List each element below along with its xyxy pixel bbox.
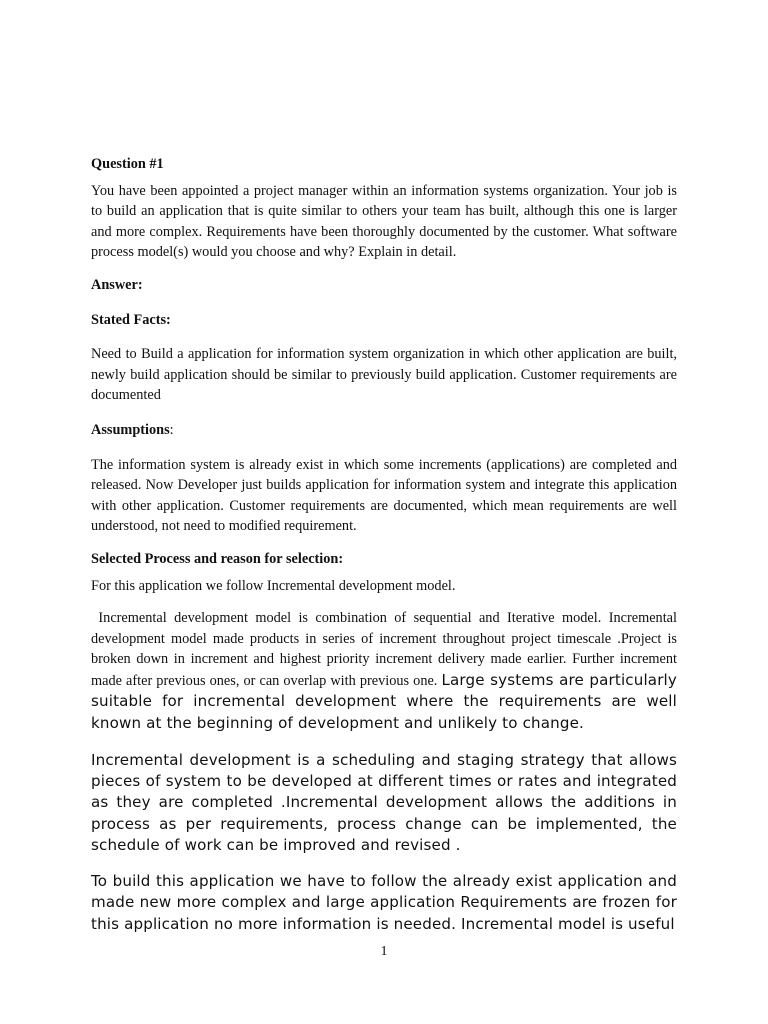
incremental-model-serif-text: Incremental development model is combination of sequential and Iterative model. Incremental development model made products in series of increment throughout project timescale .Project is broken down in increment and highest priority increment delivery made earlier. Further increment made after previous ones, or can overlap with previous one. [91,610,681,689]
assumptions-heading: Assumptions [91,421,170,438]
build-application-paragraph: To build this application we have to follow the already exist application and made new more complex and large application Requirements are frozen for this application no more information is needed. Incremental model is useful [91,872,677,933]
question-heading: Question #1 [91,156,164,172]
scheduling-strategy-paragraph: Incremental development is a scheduling and staging strategy that allows pieces of system to be developed at different times or rates and integrated as they are completed .Incremental development allows the additions in process as per requirements, process change can be implemented, the schedule of work can be improved and revised . [91,750,677,854]
page-number: 1 [380,944,388,959]
document-body [91,154,681,935]
assumptions-text: The information system is already exist in which some increments (applications) are completed and released. Now Developer just builds application for information system and integrate this application with other application. Customer requirements are documented, which mean requirements are well understood, not need to modified requirement. [91,456,677,535]
assumptions-heading-line [91,420,677,441]
answer-heading: Answer: [91,276,143,293]
question-text: You have been appointed a project manager within an information systems organization. Your job is to build an application that is quite similar to others your team has built, although this one is larger and more complex. Requirements have been thoroughly documented by the customer. What software process model(s) would you choose and why? Explain in detail. [91,182,677,261]
selected-process-intro: For this application we follow Incremental development model. [91,577,456,594]
stated-facts-heading: Stated Facts: [91,311,171,328]
stated-facts-text: Need to Build a application for information system organization in which other application are built, newly build application should be similar to previously build application. Customer requirements are documented [91,346,677,404]
assumptions-colon: : [169,421,174,438]
incremental-model-paragraph [91,608,681,735]
incremental-model-sans-text: Large systems are particularly suitable for incremental development where the requirements are well known at the beginning of development and unlikely to change. [91,670,677,733]
selected-process-heading: Selected Process and reason for selection: [91,550,344,567]
